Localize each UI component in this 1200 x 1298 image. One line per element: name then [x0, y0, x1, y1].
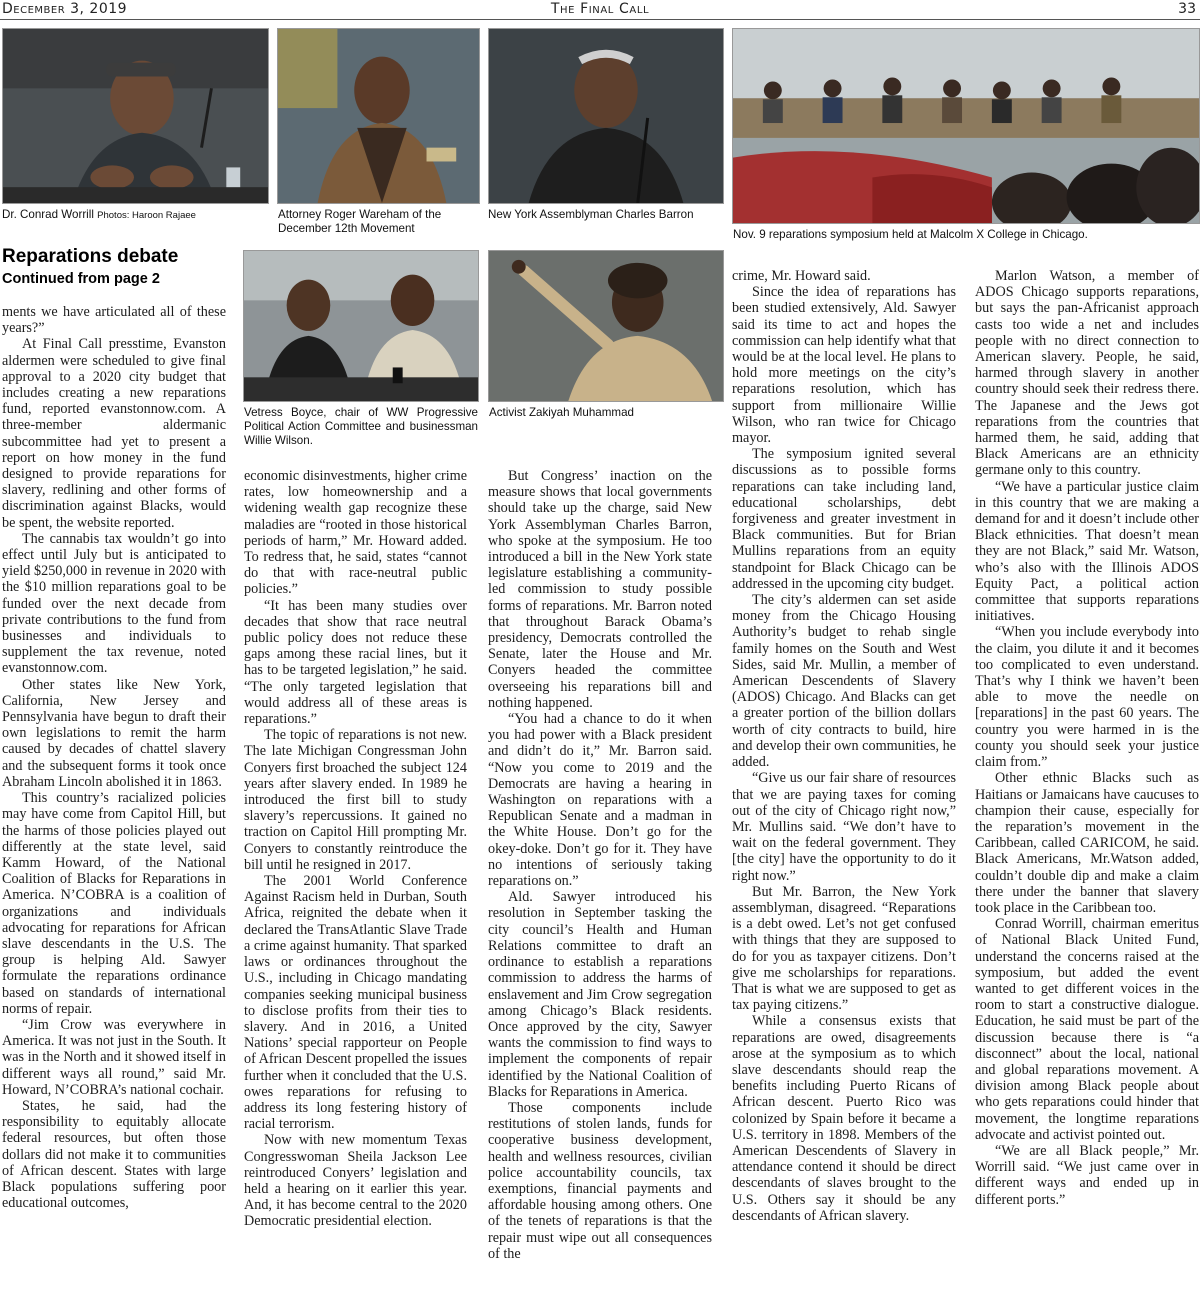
photo-zakiyah — [488, 250, 724, 402]
paragraph: But Congress’ inaction on the measure shows that local governments should take up the charge, said New York Assemblyman Charles Barron, who spoke at the symposium. He too introduced a bill in the New York state legislature establishing a community-led commission to study possible forms of reparations. Mr. Barron noted that throughout Barack Obama’s presidency, Democrats controlled the Senate, later the House and Mr. Conyers headed the committee overseeing his reparations bill and nothing happened. — [488, 468, 712, 711]
paragraph: The cannabis tax wouldn’t go into effect until July but is anticipated to yield $250,000 in revenue in 2020 with the $10 million reparations goal to be funded over the next decade from private contributions to the fund from businesses and individuals to supplement the tax revenue, noted evanstonnow.com. — [2, 530, 226, 677]
paragraph: Marlon Watson, a member of ADOS Chicago supports reparations, but says the pan-Africanist approach casts too wide a net and includes people with no direct connection to American slavery. People, he said, harmed through slavery in another country should seek their redress there. The Japanese and the Jews got reparations from the countries that harmed them, he said, adding that Black Americans are an ethnicity germane only to this country. — [975, 268, 1199, 479]
article-column-5 — [975, 268, 1199, 1296]
caption-symposium: Nov. 9 reparations symposium held at Malcolm X College in Chicago. — [733, 228, 1088, 241]
paragraph: At Final Call presstime, Evanston aldermen were scheduled to give final approval to a 2020 city budget that includes creating a new reparations fund, reported evanstonnow.com. A three-member aldermanic subcommittee had yet to present a report on how money in the fund designed to provide reparations for slavery, redlining and other forms of discrimination against Blacks, would be spent, the website reported. — [2, 336, 226, 531]
paragraph: The topic of reparations is not new. The late Michigan Congressman John Conyers first broached the subject 124 years after slavery ended. In 1989 he introduced the first bill to study slavery’s repercussions. It gained no traction on Capitol Hill prompting Mr. Conyers to constantly reintroduce the bill until he resigned in 2017. — [244, 727, 467, 873]
photo-credit: Photos: Haroon Rajaee — [97, 210, 196, 221]
paragraph: “We have a particular justice claim in this country that we are making a demand for and it doesn’t include other Black ethnicities. That doesn’t mean they are not Black,” said Mr. Watson, who’s also with the Illinois ADOS Equity Pact, a political action committee that supports reparations initiatives. — [975, 478, 1199, 625]
paragraph: Since the idea of reparations has been studied extensively, Ald. Sawyer said its time to act and hopes the commission can help identify what that would be at the local level. He plans to hold more meetings on the city’s reparations resolution, which has support from millionaire Willie Wilson, who ran twice for Chicago mayor. — [732, 284, 956, 447]
paragraph: Other states like New York, California, New Jersey and Pennsylvania have begun to draft their own legislations to remit the harm caused by decades of chattel slavery and the subsequent forms it took once Abraham Lincoln abolished it in 1863. — [2, 676, 226, 790]
caption-zakiyah: Activist Zakiyah Muhammad — [489, 406, 634, 419]
paragraph: Conrad Worrill, chairman emeritus of National Black United Fund, understand the concerns raised at the symposium, but added the event wanted to get different voices in the room to start a constructive dialogue. Education, he said must be part of the discussion because there is “a disconnect” about the local, national and global reparations movement. A division among Black people about who gets reparations could hinder that movement, the longtime reparations advocate and activist pointed out. — [975, 916, 1199, 1143]
paragraph: Ald. Sawyer introduced his resolution in September tasking the city council’s Health and Human Relations committee to draft an ordinance to establish a reparations commission to address the harms of enslavement and Jim Crow segregation among Chicago’s Black residents. Once approved by the city, Sawyer wants the commission to find ways to implement the components of repair identified by the National Coalition of Blacks for Reparations in America. — [488, 889, 712, 1100]
paragraph: economic disinvestments, higher crime rates, low homeownership and a widening wealth gap recognize these maladies are “rooted in those historical periods of harm,” Mr. Howard added. To redress that, he said, states “cannot do that with race-neutral public policies.” — [244, 468, 467, 598]
paragraph: “You had a chance to do it when you had power with a Black president and didn’t do it,” Mr. Barron said. “Now you come to 2019 and the Democrats are having a hearing in Washington on reparations with a Republican Senate and a madman in the White House. Don’t go for the okey-doke. Don’t go for it. They have no intentions of seriously taking reparations on.” — [488, 711, 712, 890]
caption-wareham: Attorney Roger Wareham of the December 12th Movement — [278, 208, 442, 235]
paragraph: While a consensus exists that reparations are owed, disagreements arose at the symposium as to which slave descendants should reap the benefits including Puerto Ricans of African descent. Puerto Rico was colonized by Spain before it became a U.S. territory in 1898. Members of the American Descendents of Slavery in attendance contend it should be direct descendants of slaves brought to the U.S. Others say it should be any descendants of African slavery. — [732, 1013, 956, 1224]
photo-boyce-wilson — [243, 250, 479, 402]
paragraph: “It has been many studies over decades that show that race neutral public policy does not reduce these gaps among these racial lines, but it has to be targeted legislation,” he said. “The only targeted legislation that would address all of these areas is reparations.” — [244, 597, 467, 728]
article-column-2 — [244, 468, 467, 1296]
caption-boyce-wilson: Vetress Boyce, chair of WW Progressive Political Action Committee and businessman Willie Wilson. — [244, 406, 478, 447]
page-header — [0, 0, 1200, 20]
page-number: 33 — [1178, 1, 1196, 17]
photo-worrill — [2, 28, 269, 204]
paragraph: “Give us our fair share of resources that we are paying taxes for coming out of the city of Chicago right now,” Mr. Mullins said. “We don’t have to wait on the federal government. They [the city] have the opportunity to do it right now.” — [732, 770, 956, 884]
paragraph: Those components include restitutions of stolen lands, funds for cooperative business development, health and wellness resources, civilian police accountability councils, tax exemptions, financial payments and affordable housing among others. One of the tenets of reparations is that the repair must wipe out all consequences of the — [488, 1099, 712, 1262]
continued-from: Continued from page 2 — [2, 271, 160, 287]
paragraph: But Mr. Barron, the New York assemblyman, disagreed. “Reparations is a debt owed. Let’s not get confused with things that they are supposed to do for you as taxpayer citizens. Don’t give me scholarships for reparations. That is what we are supposed to get as tax paying citizens.” — [732, 883, 956, 1014]
newspaper-name: The Final Call — [550, 1, 650, 17]
article-column-3 — [488, 468, 712, 1296]
paragraph: “We are all Black people,” Mr. Worrill said. “We just came over in different ways and ended up in different ports.” — [975, 1142, 1199, 1208]
paragraph: States, he said, had the responsibility to equitably allocate federal resources, but often those dollars did not make it to communities of African descent. States with large Black populations suffering poor educational outcomes, — [2, 1097, 226, 1212]
paragraph: “When you include everybody into the claim, you dilute it and it becomes too complicated to even understand. That’s why I think we haven’t been able to move the needle on [reparations] in the past 60 years. The country you were harmed in is the county you should seek your justice claim from.” — [975, 624, 1199, 771]
paragraph: Other ethnic Blacks such as Haitians or Jamaicans have caucuses to champion their cause, especially for the reparation’s movement in the Caribbean, called CARICOM, he said. Black Americans, Mr.Watson added, couldn’t double dip and make a claim there under the banner that slavery took place in the Caribbean too. — [975, 770, 1199, 916]
paragraph: The 2001 World Conference Against Racism held in Durban, South Africa, reignited the debate when it declared the TransAtlantic Slave Trade a crime against humanity. That sparked laws or ordinances throughout the U.S., including in Chicago mandating companies seeking municipal business to disclose profits from their ties to slavery. And in 2016, a United Nations’ special rapporteur on People of African Descent propelled the issues further when it concluded that the U.S. owes reparations for refusing to address its long festering history of racial terrorism. — [244, 873, 467, 1133]
paragraph: ments we have articulated all of these years?” — [2, 304, 226, 337]
paragraph: Now with new momentum Texas Congresswoman Sheila Jackson Lee reintroduced Conyers’ legislation and held a hearing on it earlier this year. And, it has become central to the 2020 Democratic presidential election. — [244, 1132, 467, 1230]
paragraph: “Jim Crow was everywhere in America. It was not just in the South. It was in the North and it showed itself in different ways all round,” said Mr. Howard, N’COBRA’s national cochair. — [2, 1016, 226, 1098]
paragraph: crime, Mr. Howard said. — [732, 268, 871, 284]
issue-date: December 3, 2019 — [2, 1, 128, 17]
paragraph: This country’s racialized policies may have come from Capitol Hill, but the harms of those policies played out differently at the state level, said Kamm Howard, of the National Coalition of Blacks for Reparations in America. N’COBRA is a coalition of organizations and individuals advocating for reparations for African slave descendants in the U.S. The group is helping Ald. Sawyer formulate the reparations ordinance based on standards of international norms of repair. — [2, 790, 226, 1017]
photo-symposium — [732, 28, 1200, 224]
caption-worrill — [2, 208, 270, 223]
paragraph: The city’s aldermen can set aside money from the Chicago Housing Authority’s budget to rehab single family homes on the South and West Sides, said Mr. Mullin, a member of American Descendents of Slavery (ADOS) Chicago. And Blacks can get a greater portion of the billion dollars worth of city contracts to build, hire and develop their own communities, he added. — [732, 592, 956, 771]
paragraph: The symposium ignited several discussions as to possible forms reparations can take including land, educational scholarships, debt forgiveness and greater investment in Black communities. But for Brian Mullins reparations from an equity standpoint for Black Chicago can be addressed in the upcoming city budget. — [732, 446, 956, 592]
photo-barron — [488, 28, 724, 204]
caption-barron: New York Assemblyman Charles Barron — [488, 208, 694, 221]
photo-wareham — [277, 28, 480, 204]
article-headline: Reparations debate — [2, 246, 179, 267]
article-column-4 — [732, 268, 956, 1296]
article-column-1 — [2, 304, 226, 1296]
caption-worrill-text: Dr. Conrad Worrill — [2, 208, 94, 221]
